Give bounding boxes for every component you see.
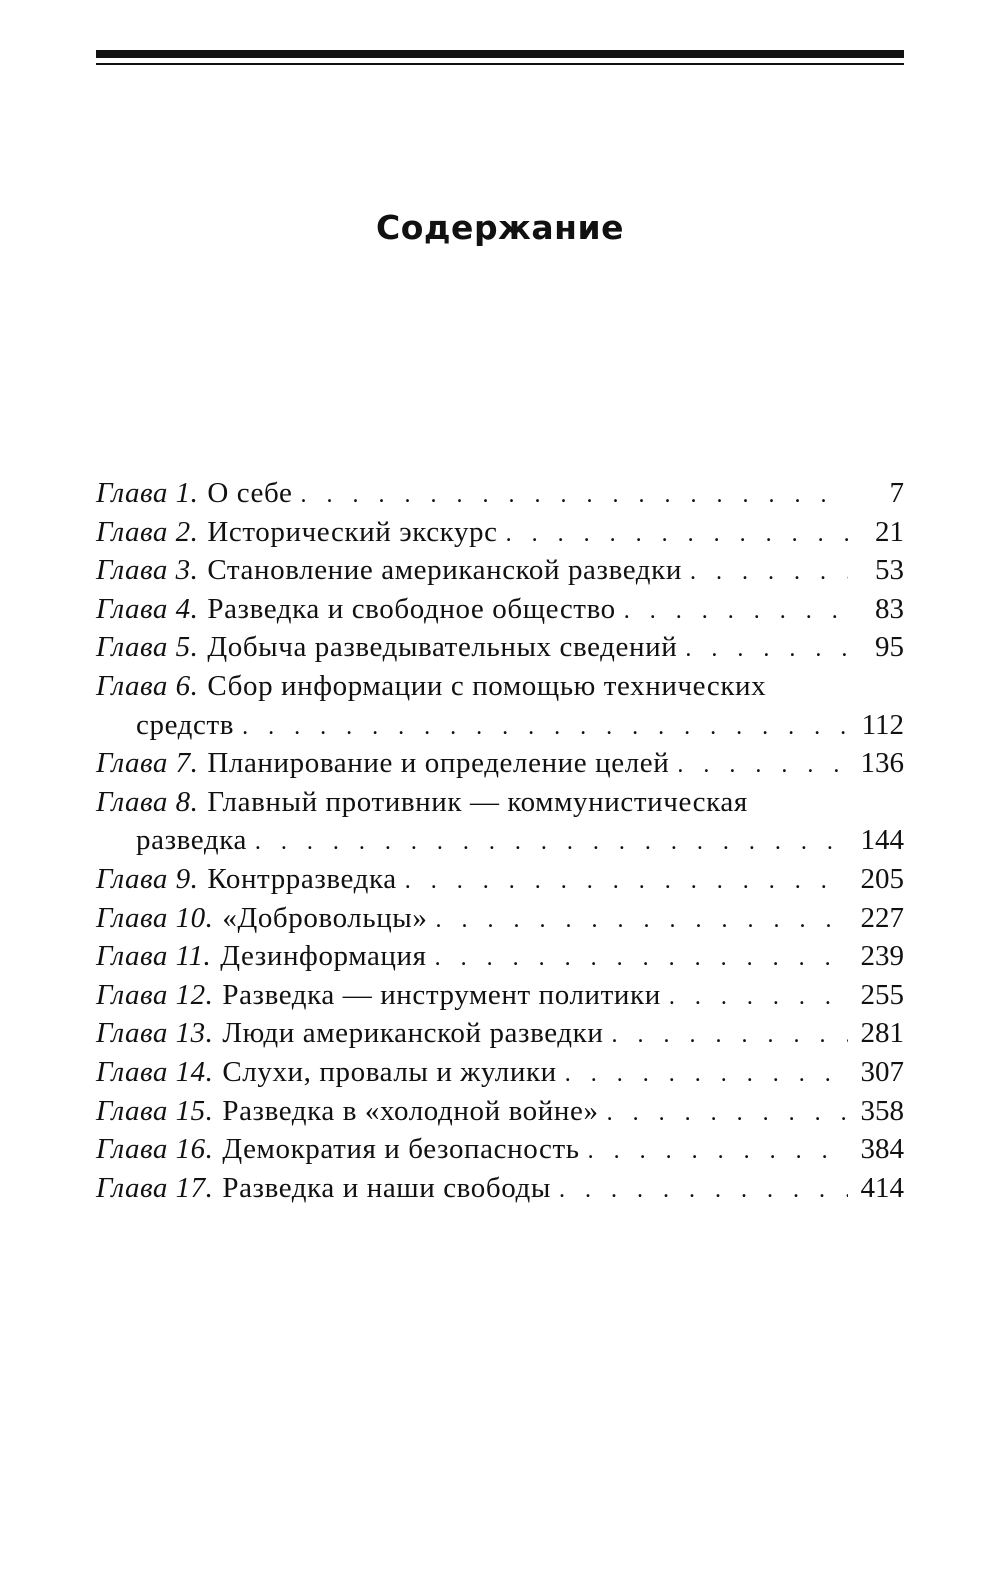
page-number: 144 [860,824,904,857]
chapter-title: Слухи, провалы и жулики [222,1055,557,1088]
chapter-label: Глава 13. [96,1017,214,1050]
chapter-title: О себе [207,477,293,509]
page-number: 414 [860,1171,904,1204]
chapter-title: Разведка и свободное общество [207,592,616,625]
chapter-title: Дезинформация [220,940,427,973]
toc-entry[interactable] [96,1053,904,1092]
chapter-title-continuation: средств [136,708,235,741]
chapter-title: Исторический экскурс [207,515,498,548]
page-number: 7 [889,477,904,509]
dot-leader [624,592,848,631]
chapter-title: Добыча разведывательных сведений [207,631,678,664]
toc-entry[interactable] [96,590,904,629]
chapter-title: Разведка в «холодной войне» [222,1094,599,1127]
dot-leader [242,708,848,747]
page-number: 358 [860,1094,904,1127]
page-number: 239 [860,940,904,973]
chapter-label: Глава 11. [96,940,212,973]
dot-leader [677,746,848,785]
dot-leader [669,978,848,1017]
table-of-contents [96,474,904,1207]
toc-entry[interactable] [96,474,904,513]
page-number: 136 [860,747,904,780]
chapter-label: Глава 16. [96,1133,214,1166]
toc-entry[interactable] [96,976,904,1015]
chapter-label: Глава 7. [96,747,199,780]
dot-leader [300,476,848,515]
page-number: 53 [875,554,904,587]
page-number: 307 [860,1055,904,1088]
toc-entry[interactable] [96,937,904,976]
dot-leader [436,901,849,940]
toc-entry[interactable] [96,551,904,590]
page-title: Содержание [376,208,624,247]
page-number: 205 [860,862,904,895]
dot-leader [405,862,848,901]
dot-leader [559,1171,848,1210]
chapter-label: Глава 2. [96,515,199,548]
chapter-title: Планирование и определение целей [207,747,670,780]
toc-entry[interactable] [96,899,904,938]
page-number: 21 [875,515,904,548]
chapter-label: Глава 8. [96,785,199,818]
chapter-label: Глава 17. [96,1171,214,1204]
toc-entry[interactable] [96,1169,904,1208]
toc-entry[interactable] [96,1130,904,1169]
chapter-label: Глава 6. [96,669,199,702]
chapter-label: Глава 5. [96,631,199,664]
page-number: 95 [875,631,904,664]
dot-leader [506,515,848,554]
toc-entry-continuation[interactable] [96,706,904,745]
dot-leader [607,1094,848,1133]
toc-entry[interactable] [96,1092,904,1131]
dot-leader [435,939,848,978]
chapter-title: Люди американской разведки [222,1017,604,1050]
chapter-label: Глава 10. [96,901,214,934]
page-number: 255 [860,978,904,1011]
chapter-title-continuation: разведка [136,824,247,857]
chapter-title: Контрразведка [207,862,397,895]
dot-leader [588,1132,848,1171]
chapter-title: Главный противник — коммунистическая [207,785,748,818]
toc-entry[interactable] [96,783,904,822]
dot-leader [685,630,848,669]
toc-entry[interactable] [96,628,904,667]
chapter-label: Глава 9. [96,862,199,895]
chapter-label: Глава 1. [96,477,199,509]
chapter-label: Глава 3. [96,554,199,587]
toc-entry[interactable] [96,667,904,706]
chapter-title: Становление американской разведки [207,554,682,587]
toc-entry-continuation[interactable] [96,821,904,860]
page-number: 384 [860,1133,904,1166]
toc-entry[interactable] [96,744,904,783]
chapter-label: Глава 4. [96,592,199,625]
dot-leader [611,1016,848,1055]
chapter-label: Глава 15. [96,1094,214,1127]
dot-leader [690,553,848,592]
chapter-label: Глава 12. [96,978,214,1011]
chapter-title: Разведка — инструмент политики [222,978,661,1011]
header-rule-thick [96,50,904,58]
chapter-label: Глава 14. [96,1055,214,1088]
toc-entry[interactable] [96,1014,904,1053]
dot-leader [255,823,848,862]
chapter-title: «Добровольцы» [222,901,428,934]
chapter-title: Демократия и безопасность [222,1133,580,1166]
toc-entry[interactable] [96,860,904,899]
page-number: 281 [860,1017,904,1050]
chapter-title: Разведка и наши свободы [222,1171,551,1204]
page-number: 227 [860,901,904,934]
page-number: 112 [861,708,904,741]
chapter-title: Сбор информации с помощью технических [207,669,767,702]
toc-entry[interactable] [96,513,904,552]
page-number: 83 [875,592,904,625]
dot-leader [565,1055,848,1094]
header-rule-thin [96,63,904,65]
